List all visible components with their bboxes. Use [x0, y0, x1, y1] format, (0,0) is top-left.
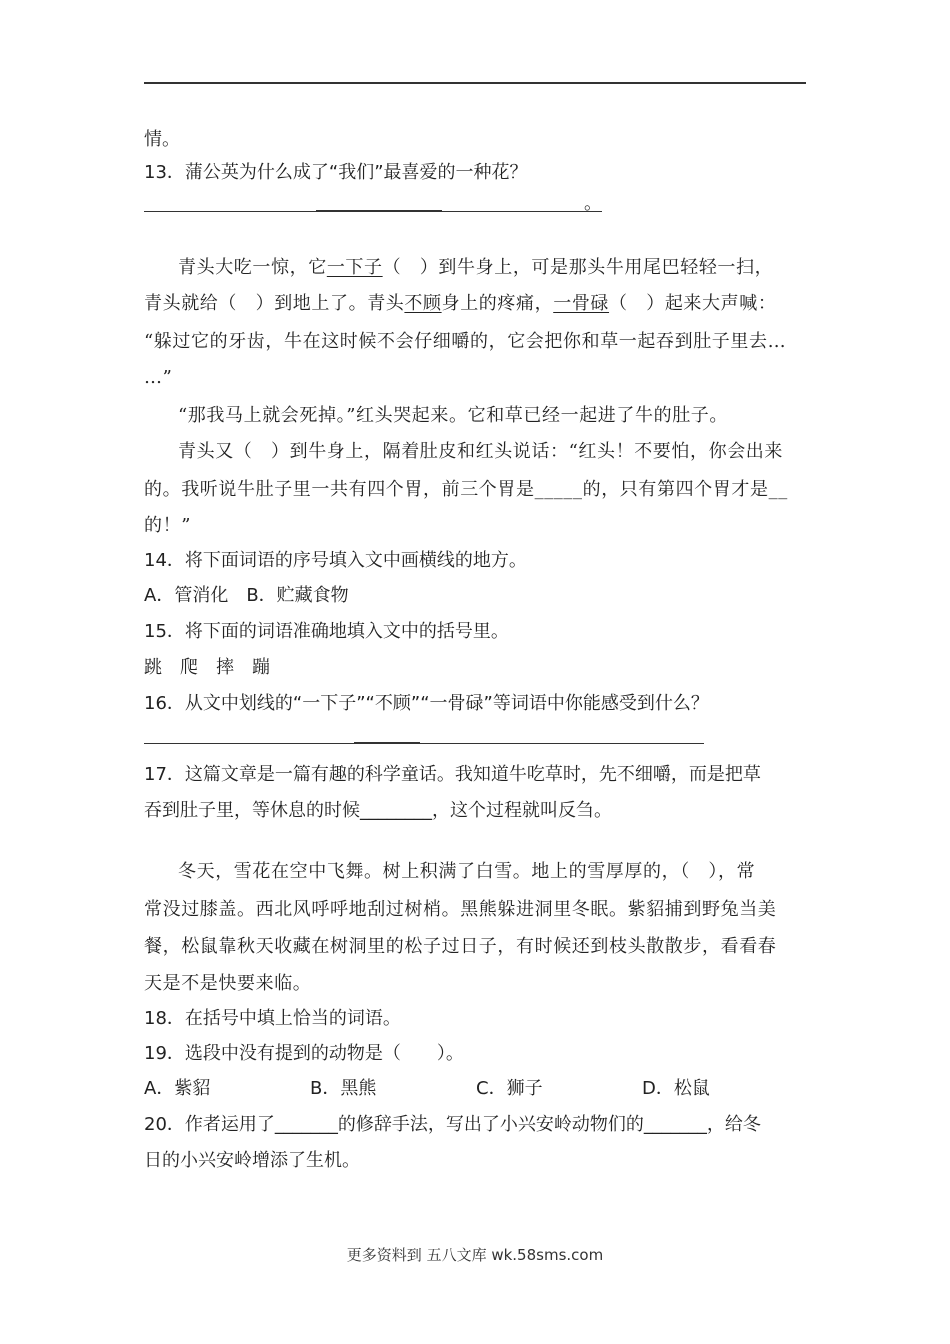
- passage1-line: 的。我听说牛肚子里一共有四个胃，前三个胃是_____的，只有第四个胃才是__: [144, 479, 788, 500]
- question-number: 17．: [144, 764, 185, 785]
- footer-watermark: 更多资料到 五八文库 wk.58sms.com: [346, 1246, 604, 1264]
- passage1-line: “躲过它的牙齿，牛在这时候不会仔细嚼的，它会把你和草一起吞到肚子里去…: [144, 331, 787, 352]
- answer-line-13a[interactable]: [144, 211, 316, 212]
- question-text: 蒲公英为什么成了“我们”最喜爱的一种花？: [184, 162, 528, 183]
- question-13: [144, 161, 528, 185]
- text-span: 青头就给（ ）到地上了。青头: [144, 293, 405, 314]
- question-number: 14．: [144, 550, 185, 571]
- question-text: 从文中划线的“一下子”“不顾”“一骨碌”等词语中你能感受到什么？: [184, 693, 709, 714]
- question-number: 20．: [144, 1114, 185, 1135]
- question-number: 13．: [144, 162, 185, 183]
- passage1-line: 青头又（ ）到牛身上，隔着肚皮和红头说话：“红头！不要怕，你会出来: [178, 441, 783, 462]
- question-text: 在括号中填上恰当的词语。: [184, 1008, 401, 1029]
- question-16: [144, 692, 709, 716]
- text-span: （ ）到牛身上，可是那头牛用尾巴轻轻一扫，: [382, 257, 774, 278]
- question-19: [144, 1042, 464, 1066]
- passage2-line: 冬天，雪花在空中飞舞。树上积满了白雪。地上的雪厚厚的，（ ），常: [178, 861, 756, 882]
- answer-line-16a[interactable]: [144, 743, 354, 744]
- text-span: 青头大吃一惊，它: [178, 257, 327, 278]
- question-text: 作者运用了_______的修辞手法，写出了小兴安岭动物们的_______，给冬: [184, 1114, 761, 1135]
- question-15-words: 跳 爬 摔 蹦: [144, 657, 270, 678]
- question-17: [144, 763, 761, 787]
- question-20-cont: 日的小兴安岭增添了生机。: [144, 1150, 360, 1171]
- question-number: 15．: [144, 621, 185, 642]
- answer-period: 。: [584, 193, 602, 214]
- continuation-fragment: 情。: [144, 129, 180, 150]
- passage1-line: …”: [144, 367, 173, 388]
- question-number: 18．: [144, 1008, 185, 1029]
- option-a[interactable]: A．紫貂: [144, 1078, 211, 1099]
- passage1-line: 的！”: [144, 515, 192, 536]
- question-15: [144, 620, 509, 644]
- question-18: [144, 1007, 401, 1031]
- question-text: 将下面词语的序号填入文中画横线的地方。: [184, 550, 527, 571]
- passage2-line: 天是不是快要来临。: [144, 973, 312, 994]
- option-b[interactable]: B．黑熊: [310, 1078, 377, 1099]
- passage1-line: [178, 256, 773, 280]
- question-text: 这篇文章是一篇有趣的科学童话。我知道牛吃草时，先不细嚼，而是把草: [184, 764, 761, 785]
- header-rule: [144, 82, 806, 84]
- passage2-line: 常没过膝盖。西北风呼呼地刮过树梢。黑熊躲进洞里冬眠。紫貂捕到野兔当美: [144, 899, 777, 920]
- question-number: 19．: [144, 1043, 185, 1064]
- answer-line-13c[interactable]: [442, 211, 602, 212]
- answer-line-13b[interactable]: [316, 210, 442, 212]
- question-20: [144, 1113, 761, 1137]
- underlined-word: 一下子: [326, 257, 383, 278]
- question-17-cont: 吞到肚子里，等休息的时候________，这个过程就叫反刍。: [144, 800, 612, 821]
- passage2-line: 餐，松鼠靠秋天收藏在树洞里的松子过日子，有时候还到枝头散散步，看看春: [144, 936, 777, 957]
- option-d[interactable]: D．松鼠: [642, 1078, 710, 1099]
- question-14-options: A．管消化 B．贮藏食物: [144, 585, 349, 606]
- question-text: 将下面的词语准确地填入文中的括号里。: [184, 621, 509, 642]
- passage1-line: [144, 292, 776, 316]
- answer-line-16b[interactable]: [354, 742, 420, 744]
- question-number: 16．: [144, 693, 185, 714]
- text-span: 身上的疼痛，: [441, 293, 554, 314]
- question-text: 选段中没有提到的动物是（ ）。: [184, 1043, 464, 1064]
- text-span: （ ）起来大声喊：: [609, 293, 777, 314]
- answer-line-16c[interactable]: [420, 743, 704, 744]
- option-c[interactable]: C．狮子: [476, 1078, 543, 1099]
- underlined-word: 一骨碌: [553, 293, 610, 314]
- passage1-line: “那我马上就会死掉。”红头哭起来。它和草已经一起进了牛的肚子。: [178, 405, 729, 426]
- underlined-word: 不顾: [404, 293, 442, 314]
- question-14: [144, 549, 527, 573]
